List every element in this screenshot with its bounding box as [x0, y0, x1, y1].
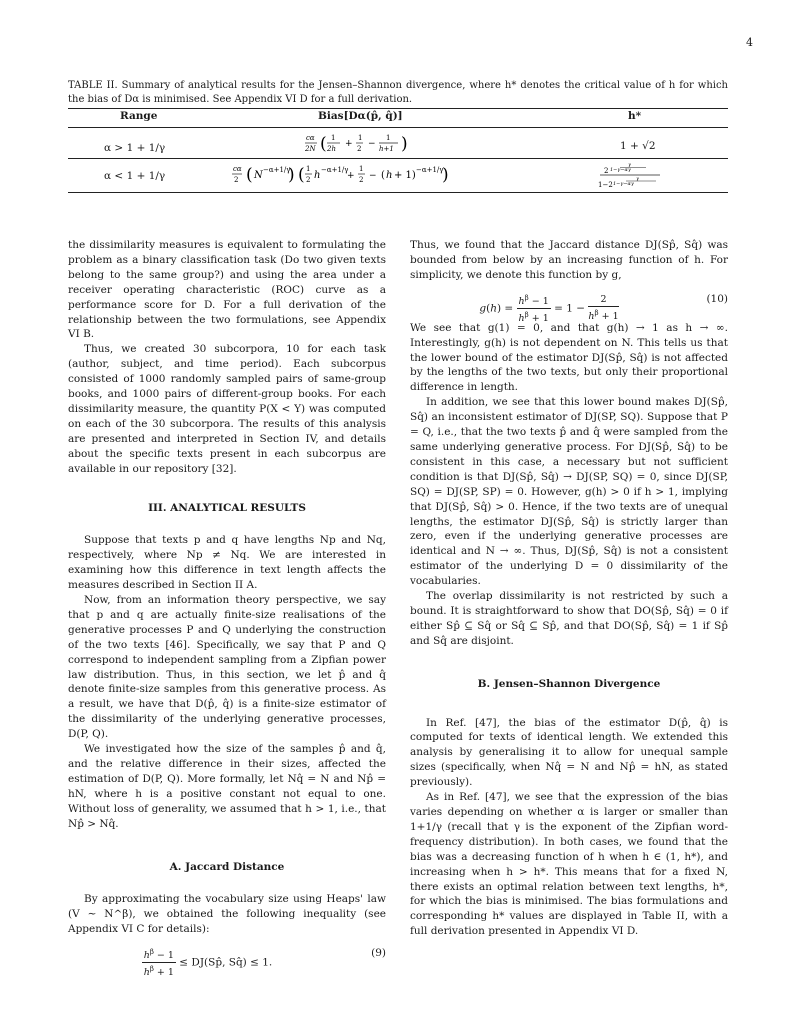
- svg-text:(: (: [298, 165, 305, 185]
- svg-text:+: +: [347, 171, 355, 181]
- table-row-rule: [68, 158, 728, 159]
- table-cell-bias: [232, 160, 492, 188]
- right-column: [410, 238, 728, 939]
- svg-text:−α+1/γ: −α+1/γ: [321, 166, 349, 174]
- svg-text:2: 2: [357, 145, 362, 153]
- svg-text:+: +: [345, 139, 353, 149]
- equation-9: [68, 937, 386, 979]
- svg-text:1−γ−αγ: 1−γ−αγ: [613, 181, 634, 187]
- svg-text:2: 2: [306, 176, 311, 184]
- svg-text:γ: γ: [636, 176, 639, 182]
- svg-text:1: 1: [306, 165, 311, 173]
- table-cell-bias: [305, 130, 435, 156]
- svg-text:1: 1: [358, 134, 363, 142]
- svg-text:h: h: [386, 170, 393, 181]
- svg-text:2: 2: [604, 167, 609, 175]
- table-header-hstar: h*: [628, 110, 642, 122]
- table-bottom-rule: [68, 192, 728, 193]
- svg-text:cα: cα: [233, 165, 242, 173]
- eq9-number: (9): [371, 947, 386, 960]
- svg-text:(: (: [320, 134, 327, 154]
- svg-text:h: h: [314, 170, 321, 181]
- eq9-rhs: ≤ DJ(Sp̂, Sq̂) ≤ 1.: [179, 956, 273, 969]
- table-cell-range: α > 1 + 1/γ: [104, 142, 166, 154]
- svg-text:−: −: [368, 139, 376, 149]
- eq10-number: (10): [706, 292, 728, 305]
- svg-text:h+1: h+1: [379, 145, 394, 153]
- svg-text:1: 1: [386, 134, 391, 142]
- svg-text:+ 1): + 1): [394, 170, 416, 181]
- body-paragraph: the dissimilarity measures is equivalent to formulating the problem as a binary classification task (Do two given texts belong to the same group?) and using the area under a receiver operating characteristic (ROC) curve as a performance score for D. For a full derivation of the relationship between the two formulations, see Appendix VI B.: [68, 239, 386, 341]
- svg-text:(: (: [246, 165, 253, 185]
- hstar-formula-2: [596, 160, 676, 190]
- bias-formula-1: [305, 130, 435, 156]
- svg-text:1−γ−αγ: 1−γ−αγ: [610, 167, 631, 173]
- body-paragraph: We investigated how the size of the samples p̂ and q̂, and the relative difference in their sizes, affected the estimation of D(P, Q). More formally, let Nq̂ = N and Np̂ = hN, where h is a positive constant not equal to one. Without loss of generality, we assumed that h > 1, i.e., that Np̂ > Nq̂.: [68, 743, 386, 830]
- svg-text:−α+1/γ: −α+1/γ: [416, 166, 444, 174]
- svg-text:γ: γ: [628, 162, 631, 168]
- svg-text:N: N: [254, 170, 263, 181]
- table-cell-hstar: 1 + √2: [620, 140, 656, 152]
- svg-text:−: −: [369, 171, 377, 181]
- body-paragraph: Now, from an information theory perspective, we say that p and q are actually finite-size realisations of the generative processes P and Q underlying the construction of the two texts [46]. Specifically, we say that P and Q correspond to independent sampling from a Zipfian power law distribution. Thus, in this section, we let p̂ and q̂ denote finite-size samples from this generative process. As a result, we have that D(p̂, q̂) is a finite-size estimator of the dissimilarity of the underlying generative processes, D(P, Q).: [68, 594, 386, 741]
- svg-text:2h: 2h: [327, 145, 336, 153]
- subsection-heading: B. Jensen–Shannon Divergence: [477, 677, 661, 690]
- svg-text:2: 2: [234, 176, 239, 184]
- eq9-fraction: $\frac{h^\beta - 1}{h^\beta + 1}$: [143, 948, 174, 979]
- left-column: [68, 238, 386, 979]
- svg-text:2: 2: [359, 176, 364, 184]
- section-heading: III. ANALYTICAL RESULTS: [148, 501, 306, 514]
- svg-text:2N: 2N: [305, 145, 316, 153]
- page-number: 4: [746, 36, 753, 49]
- body-paragraph: In Ref. [47], the bias of the estimator D(p̂, q̂) is computed for texts of identical length. We extended this analysis by generalising it to allow for unequal sample sizes (specifically, when Nq̂ = N and Np̂ = hN, as stated previously).: [410, 716, 728, 789]
- body-paragraph: We see that g(1) = 0, and that g(h) → 1 as h → ∞. Interestingly, g(h) is not dependent on N. This tells us that the lower bound of the estimator DJ(Sp̂, Sq̂) is not affected by the lengths of the two texts, but only their proportional difference in length.: [410, 321, 728, 394]
- table-header-rule: [68, 127, 728, 128]
- table-cell-hstar: [596, 160, 676, 190]
- subsection-heading: A. Jaccard Distance: [169, 860, 285, 873]
- body-paragraph: Thus, we found that the Jaccard distance DJ(Sp̂, Sq̂) was bounded from below by an increasing function of h. For simplicity, we denote this function by g,: [410, 239, 728, 281]
- svg-text:): ): [401, 134, 408, 154]
- svg-text:): ): [442, 165, 449, 185]
- body-paragraph: By approximating the vocabulary size using Heaps' law (V ∼ N^β), we obtained the following inequality (see Appendix VI C for details):: [68, 893, 386, 936]
- svg-text:(: (: [381, 170, 385, 181]
- body-paragraph: Thus, we created 30 subcorpora, 10 for each task (author, subject, and time period). Each subcorpus consisted of 1000 randomly sampled pairs of same-group books, and 1000 pairs of different-group books. For each dissimilarity measure, the quantity P(X < Y) was computed on each of the 30 subcorpora. The results of this analysis are presented and interpreted in Section IV, and details about the specific texts present in each subcorpus are available in our repository [32].: [68, 343, 386, 475]
- svg-text:1: 1: [331, 134, 336, 142]
- table-cell-range: α < 1 + 1/γ: [104, 170, 166, 182]
- svg-text:): ): [288, 165, 295, 185]
- svg-text:1−2: 1−2: [598, 181, 613, 189]
- svg-text:cα: cα: [306, 134, 315, 142]
- bias-formula-2: [232, 160, 492, 188]
- equation-10: g(h) = $\frac{h^\beta - 1}{h^\beta + 1}$ = 1 − $\frac{2}{h^\beta + 1}$ (10): [479, 292, 728, 325]
- body-paragraph: Suppose that texts p and q have lengths Np and Nq, respectively, where Np ≠ Nq. We are interested in examining how this difference in text length affects the measures described in Section II A.: [68, 534, 386, 592]
- body-paragraph: The overlap dissimilarity is not restricted by such a bound. It is straightforward to show that DO(Sp̂, Sq̂) = 0 if either Sp̂ ⊆ Sq̂ or Sq̂ ⊆ Sp̂, and that DO(Sp̂, Sq̂) = 1 if Sp̂ and Sq̂ are disjoint.: [410, 590, 728, 647]
- svg-text:−α+1/γ: −α+1/γ: [263, 166, 291, 174]
- table-header-range: Range: [120, 110, 158, 122]
- svg-text:1: 1: [359, 165, 364, 173]
- body-paragraph: As in Ref. [47], we see that the expression of the bias varies depending on whether α is larger or smaller than 1+1/γ (recall that γ is the exponent of the Zipfian word-frequency distribution). In both cases, we found that the bias was a decreasing function of h when h ∈ (1, h*), and increasing when h > h*. This means that for a fixed N, there exists an optimal relation between text lengths, h*, for which the bias is minimised. The bias formulations and corresponding h* values are displayed in Table II, with a full derivation presented in Appendix VI D.: [410, 791, 728, 938]
- table-caption: TABLE II. Summary of analytical results for the Jensen–Shannon divergence, where h* denotes the critical value of h for which the bias of Dα is minimised. See Appendix VI D for a full derivation.: [68, 80, 728, 105]
- table-header-bias: Bias[Dα(p̂, q̂)]: [318, 110, 403, 122]
- body-paragraph: In addition, we see that this lower bound makes DJ(Sp̂, Sq̂) an inconsistent estimator of DJ(SP, SQ). Suppose that P = Q, i.e., that the two texts p̂ and q̂ were sampled from the same underlying generative process. For DJ(Sp̂, Sq̂) to be consistent in this case, a necessary but not sufficient condition is that DJ(Sp̂, Sq̂) → DJ(SP, SQ) = 0, since DJ(SP, SQ) = DJ(SP, SP) = 0. However, g(h) > 0 if h > 1, implying that DJ(Sp̂, Sq̂) > 0. Hence, if the two texts are of unequal lengths, the estimator DJ(Sp̂, Sq̂) is strictly larger than zero, even if the underlying generative processes are identical and N → ∞. Thus, DJ(Sp̂, Sq̂) is not a consistent estimator of the underlying D = 0 dissimilarity of the vocabularies.: [410, 396, 728, 588]
